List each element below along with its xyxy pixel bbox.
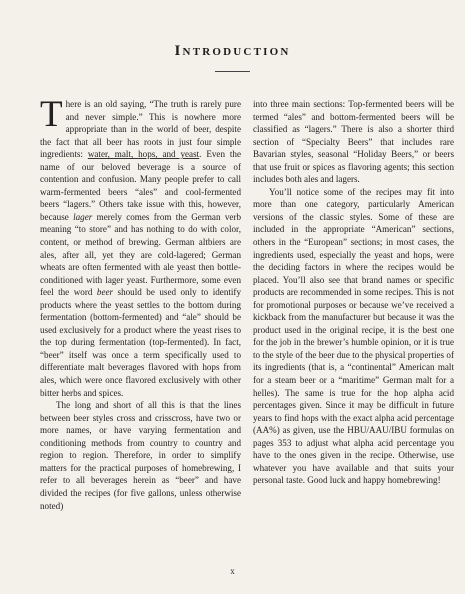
intro-paragraph-3: into three main sections: Top-fermented beers will be termed “ales” and bottom-fermented beers will be classified as “lagers.” There is also a shorter third section of “Specialty Beers” that includes rare Bavarian styles, seasonal “Holiday Beers,” or beers that use fruit or spices as flavoring agents; this section includes both ales and lagers.: [253, 99, 454, 185]
left-column: [40, 94, 242, 512]
underlined-ingredients: water, malt, hops, and yeast: [87, 149, 200, 160]
intro-paragraph-2: The long and short of all this is that the lines between beer styles cross and crisscross, have two or more names, or have varying fermentation and conditioning methods from country to country and region to region. Therefore, in order to simplify matters for the practical purposes of homebrewing, I refer to all beverages herein as “beer” and have divided the recipes (for five gallons, unless otherwise noted): [40, 400, 241, 511]
page-heading: Introduction: [174, 43, 291, 59]
text-run: should be used only to identify products where the yeast settles to the bottom during fermentation (bottom-fermented) and “ale” should be used exclusively for a product where the yeast rises to the top during fermentation (top-fermented). In fact, “beer” itself was once a term specifically used to differentiate malt beverages flavored with hops from ales, which were once flavored exclusively with other bitter herbs and spices.: [40, 287, 242, 398]
heading-rule: [215, 71, 250, 72]
text-run: here is an old saying, “The truth is rarely pure and never simple.” This is nowhere more appropriate than in the world of beer, despite the fact that all beer has roots in just four simple ingredients:: [40, 99, 241, 160]
intro-paragraph-1: [40, 94, 242, 399]
intro-paragraph-4: You’ll notice some of the recipes may fit into more than one category, particularly American versions of the classic styles. Some of these are included in the appropriate “American” sections, others in the “European” sections; in most cases, the ingredients used, especially the yeast and hops, were the deciding factors in where the recipes would be placed. You’ll also see that brand names or specific products are recommended in some recipes. This is not for promotional purposes or because we’ve received a kickback from the manufacturer but because it was the product used in the original recipe, it is the best one for the job in the brewer’s humble opinion, or it is true to the style of the beer due to the physical properties of its ingredients (that is, a “continental” American malt for a steam beer or a “maritime” German malt for a helles). The same is true for the hop alpha acid percentages given. Since it may be difficult in future years to find hops with the exact alpha acid percentage (AA%) as given, use the HBU/AAU/IBU formulas on pages 353 to adjust what alpha acid percentage you have to the ones given in the recipe. Otherwise, use whatever you have available and that suits your personal taste. Good luck and happy homebrewing!: [253, 186, 454, 486]
right-column: [253, 98, 454, 487]
italic-word-lager: lager: [73, 211, 93, 222]
page-number: x: [230, 566, 235, 576]
drop-cap: T: [40, 94, 63, 135]
text-run: merely comes from the German verb meaning “to store” and has nothing to do with color, content, or method of brewing. German altbiers are ales, after all, yet they are cold-lagered; German wheats are often fermented with ale yeast then bottle-conditioned with lager yeast. Furthermore, some even feel the word: [40, 211, 241, 298]
italic-word-beer: beer: [96, 287, 114, 298]
text-run: . Even the name of our beloved beverage is a source of contention and confusion. Many people prefer to call warm-fermented beers “ales” and cool-fermented beers “lagers.” Others take issue with this, however, because: [40, 149, 242, 222]
